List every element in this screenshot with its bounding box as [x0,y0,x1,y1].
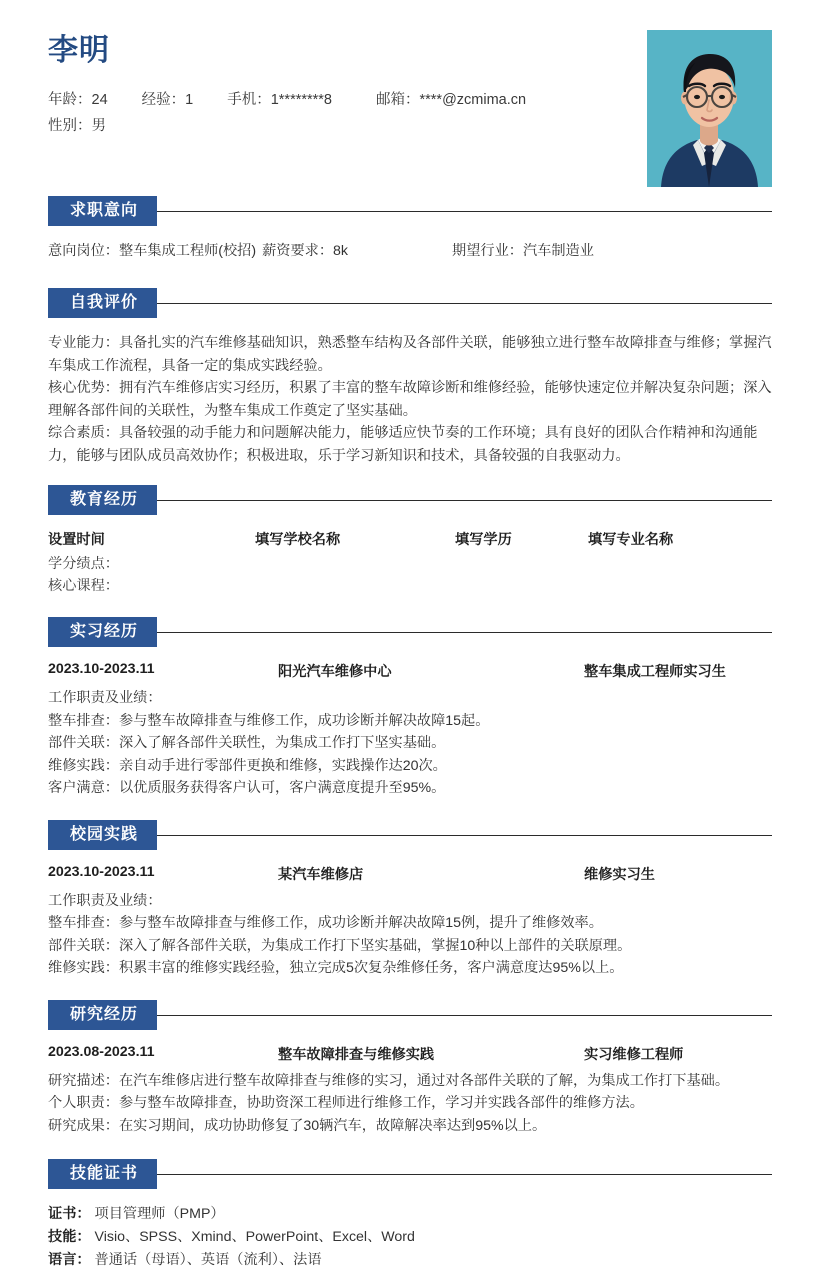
internship-line: 维修实践：亲自动手进行零部件更换和维修，实践操作达20次。 [48,757,447,774]
meta-gender-value: 男 [91,118,106,134]
campus-line: 维修实践：积累丰富的维修实践经验，独立完成5次复杂维修任务，客户满意度达95%以上。 [48,960,624,976]
section-title-skills: 技能证书 [48,1159,157,1189]
internship-line: 整车排查：参与整车故障排查与维修工作，成功诊断并解决故障15起。 [48,712,490,729]
meta-phone [227,87,332,113]
spacer [48,597,772,617]
spacer [48,262,772,288]
research-date: 2023.08-2023.11 [48,1043,155,1060]
section-skills [48,1159,772,1272]
education-col-time: 设置时间 [48,532,105,548]
campus-organization: 某汽车维修店 [278,866,364,883]
resume-header [48,0,772,196]
research-line: 个人职责：参与整车故障排查，协助资深工程师进行维修工作，学习并实践各部件的维修方法。 [48,1095,644,1111]
spacer [48,800,772,820]
skills-certificate-row [48,1203,772,1226]
campus-line: 工作职责及业绩： [48,892,162,909]
intent-industry-value: 汽车制造业 [522,243,594,259]
job-intent-row [48,240,772,262]
meta-age [48,87,108,113]
section-campus-practice [48,820,772,980]
intent-industry-label: 期望行业： [452,243,523,259]
internship-date: 2023.10-2023.11 [48,661,155,677]
skills-software-value: Visio、SPSS、Xmind、PowerPoint、Excel、Word [94,1229,415,1245]
self-eval-paragraph: 专业能力：具备扎实的汽车维修基础知识，熟悉整车结构及各部件关联，能够独立进行整车故障排查与维修；掌握汽车集成工作流程，具备一定的集成实践经验。 [48,335,772,374]
internship-entry-header [48,661,772,684]
section-title-self-evaluation: 自我评价 [48,288,157,318]
meta-experience-label: 经验： [141,92,186,108]
candidate-name: 李明 [48,34,110,67]
education-gpa: 学分绩点： [48,556,119,572]
section-education [48,485,772,597]
research-line: 研究成果：在实习期间，成功协助修复了30辆汽车，故障解决率达到95%以上。 [48,1117,547,1134]
section-title-research: 研究经历 [48,1000,157,1030]
section-rule [157,211,772,212]
meta-gender-label: 性别： [48,118,92,134]
spacer [48,1137,772,1159]
section-header-self-evaluation [48,288,772,318]
section-header-campus-practice [48,820,772,850]
internship-line: 部件关联：深入了解各部件关联性，为集成工作打下坚实基础。 [48,735,446,751]
section-self-evaluation [48,288,772,467]
skills-software-row [48,1226,772,1249]
candidate-photo-image [647,30,772,187]
section-title-internship: 实习经历 [48,617,157,647]
campus-line: 整车排查：参与整车故障排查与维修工作，成功诊断并解决故障15例，提升了维修效率。 [48,915,603,931]
internship-role: 整车集成工程师实习生 [584,664,726,680]
campus-details [48,890,772,980]
intent-salary-label: 薪资要求： [262,243,334,259]
skills-certificate-value: 项目管理师（PMP） [94,1206,225,1222]
section-rule [157,1015,772,1016]
internship-details [48,687,772,800]
section-title-job-intent: 求职意向 [48,196,157,226]
meta-age-label: 年龄： [48,92,92,108]
spacer [48,980,772,1000]
skills-certificate-label: 证书： [48,1206,91,1222]
meta-age-value: 24 [91,92,108,108]
section-title-campus-practice: 校园实践 [48,820,157,850]
section-header-skills [48,1159,772,1189]
education-col-school: 填写学校名称 [255,532,341,548]
intent-salary-value: 8k [333,243,349,259]
meta-experience-value: 1 [185,92,194,108]
research-entry-header [48,1044,772,1067]
section-rule [157,632,772,633]
meta-email [376,87,526,113]
meta-experience [142,87,194,113]
section-rule [157,835,772,836]
section-rule [157,303,772,304]
spacer [48,467,772,485]
research-line: 研究描述：在汽车维修店进行整车故障排查与维修的实习，通过对各部件关联的了解，为集成工作打下基础。 [48,1072,730,1089]
internship-line: 客户满意：以优质服务获得客户认可，客户满意度提升至95%。 [48,780,446,796]
section-internship [48,617,772,800]
section-rule [157,500,772,501]
education-col-degree: 填写学历 [455,532,512,548]
section-header-education [48,485,772,515]
campus-entry-header [48,864,772,887]
research-topic: 整车故障排查与维修实践 [278,1046,435,1063]
education-col-major: 填写专业名称 [588,532,674,548]
research-role: 实习维修工程师 [584,1046,684,1063]
self-eval-paragraph: 核心优势：拥有汽车维修店实习经历，积累了丰富的整车故障诊断和维修经验，能够快速定位并解决复杂问题；深入理解各部件间的关联性，为整车集成工作奠定了坚实基础。 [48,380,772,419]
skills-language-row [48,1249,772,1272]
meta-phone-label: 手机： [227,92,271,108]
section-rule [157,1174,772,1175]
education-table-header [48,529,772,551]
section-header-job-intent [48,196,772,226]
campus-date: 2023.10-2023.11 [48,863,155,880]
intent-position [48,240,256,262]
internship-organization: 阳光汽车维修中心 [278,664,392,680]
campus-role: 维修实习生 [584,866,655,883]
meta-gender [48,113,106,139]
skills-software-label: 技能： [48,1229,91,1245]
skills-language-value: 普通话（母语）、英语（流利）、法语 [94,1252,322,1268]
internship-line: 工作职责及业绩： [48,690,162,706]
meta-email-label: 邮箱： [376,92,420,108]
intent-position-value: 整车集成工程师(校招) [118,243,257,259]
meta-email-value: ****@zcmima.cn [419,92,527,108]
section-job-intent [48,196,772,262]
section-header-research [48,1000,772,1030]
education-core-courses: 核心课程： [48,577,119,594]
section-header-internship [48,617,772,647]
research-details [48,1070,772,1138]
intent-position-label: 意向岗位： [48,243,119,259]
meta-phone-value: 1********8 [270,92,332,108]
skills-language-label: 语言： [48,1252,91,1268]
candidate-photo [647,30,772,187]
campus-line: 部件关联：深入了解各部件关联，为集成工作打下坚实基础，掌握10种以上部件的关联原理。 [48,937,632,954]
self-eval-paragraph: 综合素质：具备较强的动手能力和问题解决能力，能够适应快节奏的工作环境；具有良好的团队合作精神和沟通能力，能够与团队成员高效协作；积极进取，乐于学习新知识和技术，具备较强的自我驱动力。 [48,425,758,464]
intent-industry [452,240,594,262]
section-research [48,1000,772,1138]
section-title-education: 教育经历 [48,485,157,515]
intent-salary [262,240,348,262]
